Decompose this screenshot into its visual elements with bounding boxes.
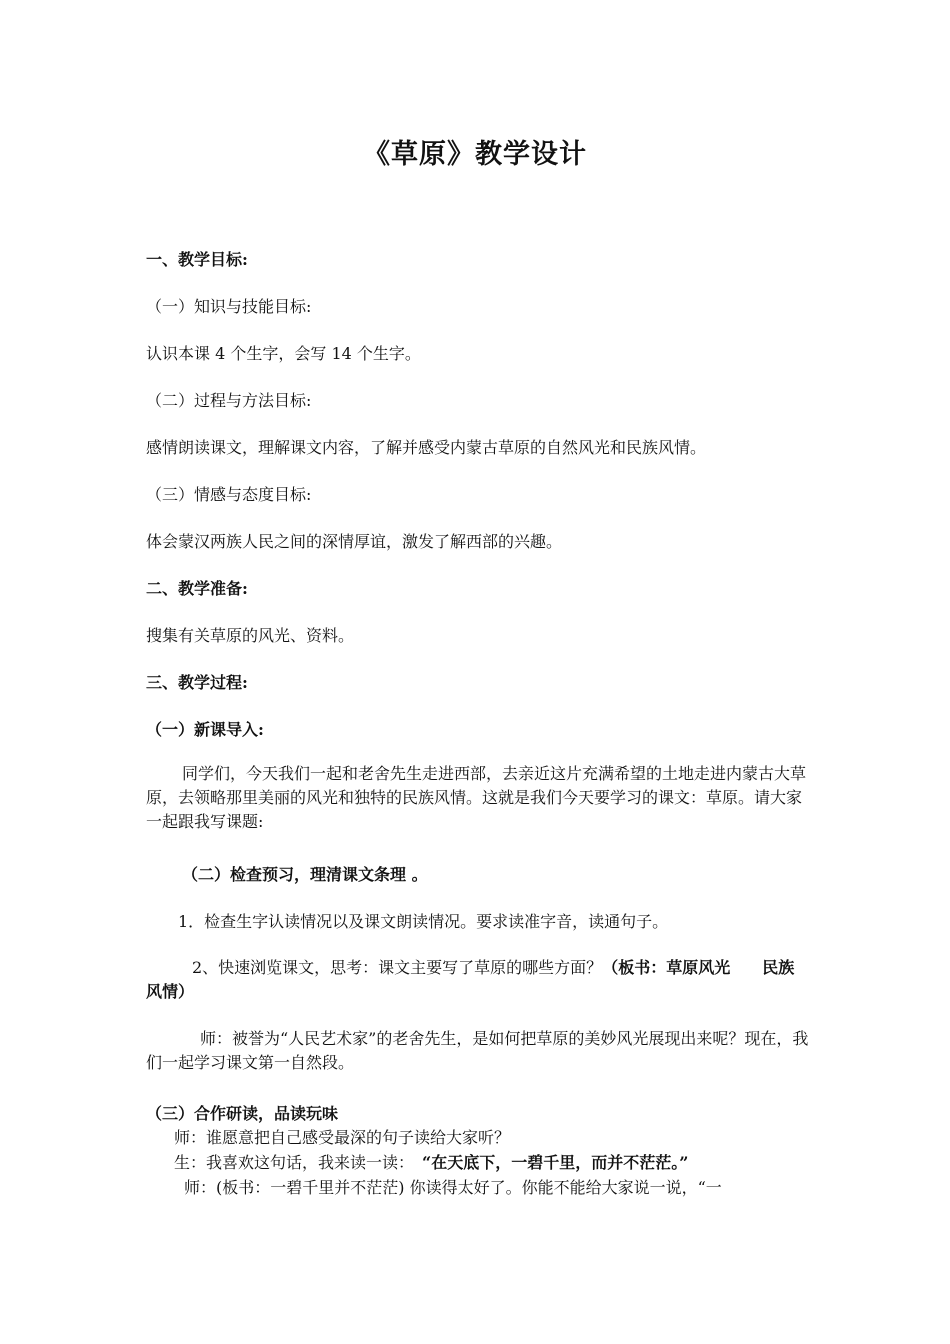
dialog-student-1-text: 生：我喜欢这句话，我来读一读： [174,1153,415,1172]
dialog-student-1-quote: “在天底下，一碧千里，而并不茫茫。” [422,1153,689,1172]
step1-paragraph: 同学们，今天我们一起和老舍先生走进西部，去亲近这片充满希望的土地走进内蒙古大草原，去领略那里美丽的风光和独特的民族风情。这就是我们今天要学习的课文：草原。请大家一起跟我写课题: [146,764,807,831]
goal1-text: 认识本课 4 个生字，会写 14 个生字。 [146,344,421,363]
prep-text: 搜集有关草原的风光、资料。 [146,626,355,645]
step3-heading: （三）合作研读，品读玩味 [146,1104,339,1123]
goal2-heading: （二）过程与方法目标: [146,391,312,410]
step2-item-2 [146,956,810,1004]
teacher-paragraph: 师：被誉为“人民艺术家”的老舍先生，是如何把草原的美妙风光展现出来呢？现在，我们一起学习课文第一自然段。 [146,1029,809,1072]
goal3-heading: （三）情感与态度目标: [146,485,312,504]
prep-heading: 二、教学准备: [146,579,248,598]
dialog-student-1 [174,1150,688,1173]
document-title: 《草原》教学设计 [363,139,587,170]
step2-heading: （二）检查预习，理清课文条理 。 [182,865,428,884]
goal2-text: 感情朗读课文，理解课文内容，了解并感受内蒙古草原的自然风光和民族风情。 [146,438,707,457]
dialog-teacher-2: 师：(板书：一碧千里并不茫茫) 你读得太好了。你能不能给大家说一说，“一 [184,1178,722,1197]
step2-item-2-text: 2、快速浏览课文，思考：课文主要写了草原的哪些方面？ [192,958,603,977]
step1-heading: （一）新课导入: [146,720,264,739]
process-heading: 三、教学过程: [146,673,248,692]
goal3-text: 体会蒙汉两族人民之间的深情厚谊，激发了解西部的兴趣。 [146,532,563,551]
goals-heading: 一、教学目标: [146,250,248,269]
dialog-teacher-1: 师：谁愿意把自己感受最深的句子读给大家听？ [174,1128,511,1147]
step2-item-1: 1．检查生字认读情况以及课文朗读情况。要求读准字音，读通句子。 [178,912,669,931]
blackboard-note: （板书：草原风光 民族风情） [146,958,795,1001]
goal1-heading: （一）知识与技能目标: [146,297,312,316]
